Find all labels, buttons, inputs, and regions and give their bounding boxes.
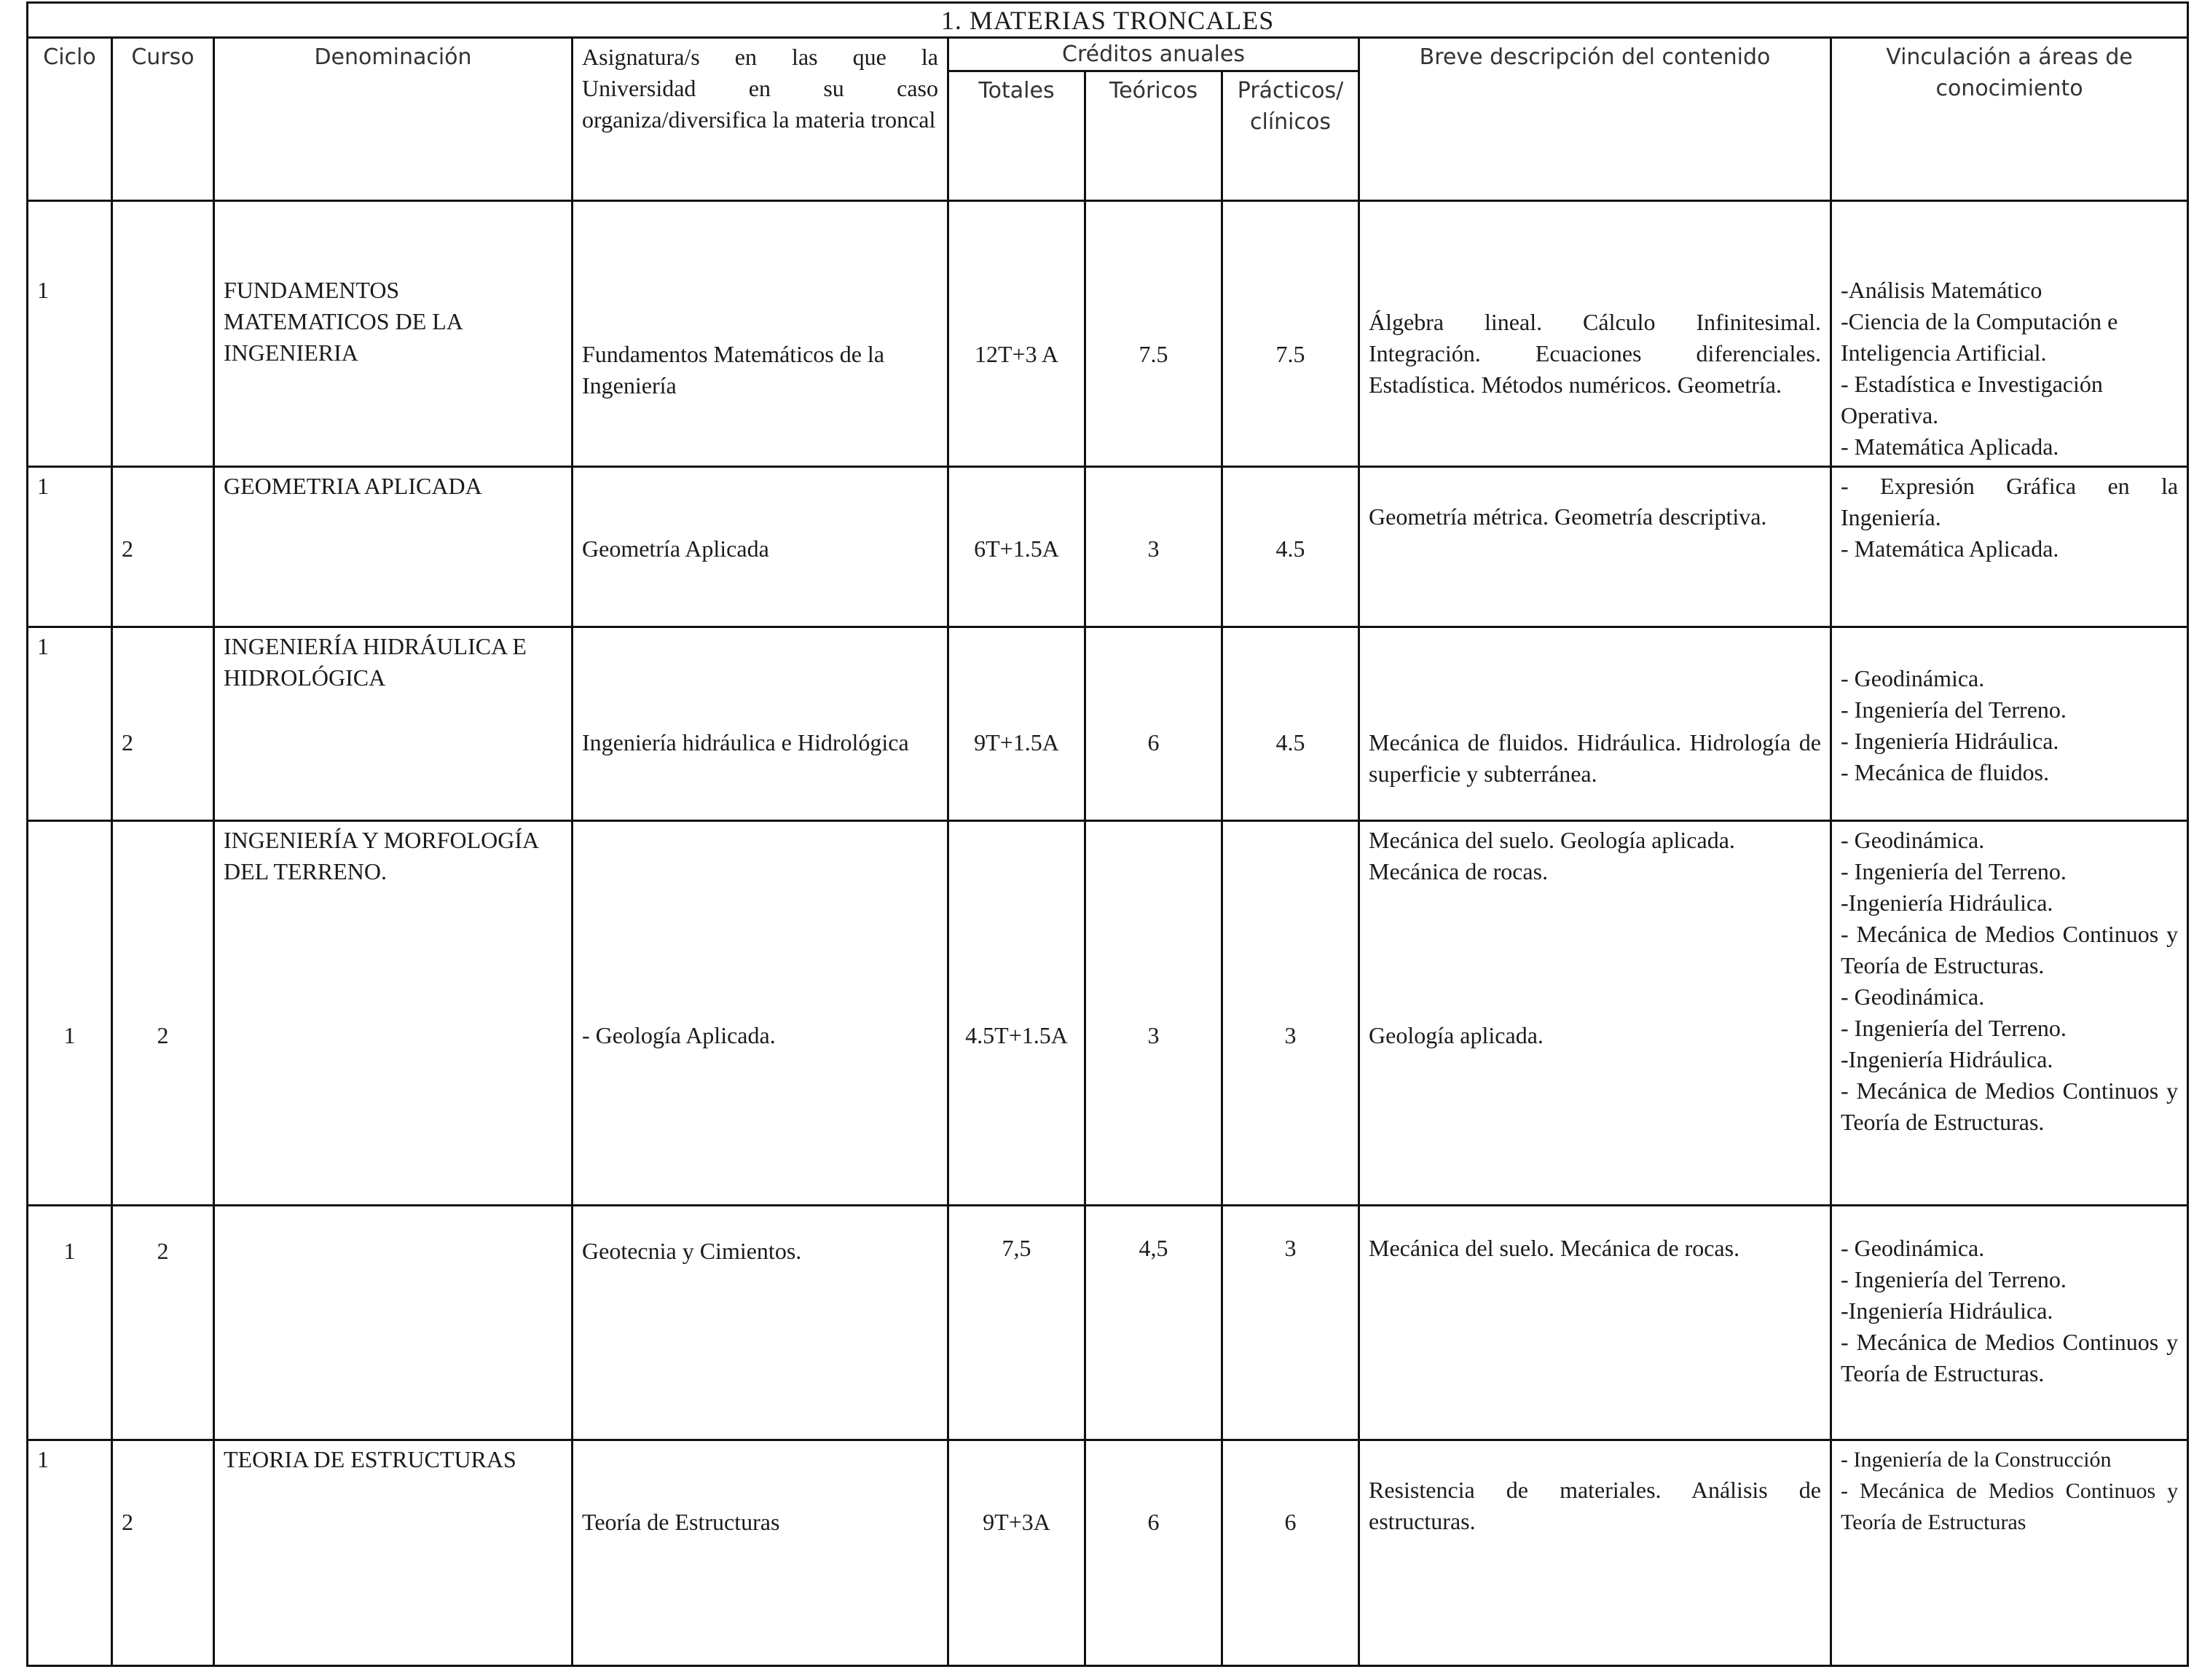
cell-totales: 6T+1.5A [948, 467, 1085, 627]
cell-practicos: 4.5 [1222, 627, 1359, 821]
cell-descripcion: Resistencia de materiales. Análisis de estructuras. [1359, 1440, 1831, 1666]
descripcion-geologia: Geología aplicada. [1369, 1022, 1544, 1048]
cell-denominacion: INGENIERÍA HIDRÁULICA E HIDROLÓGICA [214, 627, 573, 821]
cell-curso: 2 [112, 821, 214, 1206]
table-row [28, 467, 2188, 627]
cell-practicos: 4.5 [1222, 467, 1359, 627]
area-item: - Geodinámica. [1841, 665, 1985, 691]
cell-descripcion: Mecánica del suelo. Mecánica de rocas. [1359, 1206, 1831, 1440]
cell-denominacion: FUNDAMENTOS MATEMATICOS DE LA INGENIERIA [214, 201, 573, 467]
cell-descripcion: Álgebra lineal. Cálculo Infinitesimal. Integración. Ecuaciones diferenciales. Estadística. Métodos numéricos. Geometría. [1359, 201, 1831, 467]
header-ciclo: Ciclo [28, 38, 112, 201]
area-item: - Geodinámica. [1841, 1235, 1985, 1261]
area-item: -Análisis Matemático [1841, 277, 2042, 303]
cell-denominacion [214, 1206, 573, 1440]
table-row [28, 1440, 2188, 1666]
header-teoricos: Teóricos [1085, 71, 1222, 201]
area-item: - Geodinámica. [1841, 827, 1985, 853]
cell-asignatura: Geotecnia y Cimientos. [573, 1206, 948, 1440]
cell-denominacion: INGENIERÍA Y MORFOLOGÍA DEL TERRENO. [214, 821, 573, 1206]
area-item: -Ciencia de la Computación e Inteligencia Artificial. [1841, 308, 2118, 366]
cell-teoricos: 6 [1085, 627, 1222, 821]
cell-areas [1831, 201, 2188, 467]
cell-practicos: 7.5 [1222, 201, 1359, 467]
cell-denominacion: TEORIA DE ESTRUCTURAS [214, 1440, 573, 1666]
header-creditos: Créditos anuales [948, 38, 1359, 71]
area-item: -Ingeniería Hidráulica. [1841, 890, 2053, 916]
cell-curso: 2 [112, 1440, 214, 1666]
table-row [28, 1206, 2188, 1440]
area-item: - Ingeniería de la Construcción [1841, 1448, 2112, 1472]
area-item: - Matemática Aplicada. [1841, 433, 2059, 460]
cell-practicos: 3 [1222, 821, 1359, 1206]
cell-areas [1831, 467, 2188, 627]
cell-asignatura: Fundamentos Matemáticos de la Ingeniería [573, 201, 948, 467]
cell-areas [1831, 627, 2188, 821]
cell-curso: 2 [112, 627, 214, 821]
area-item: - Ingeniería del Terreno. [1841, 1015, 2067, 1041]
cell-areas [1831, 1440, 2188, 1666]
cell-descripcion [1359, 821, 1831, 1206]
cell-descripcion: Mecánica de fluidos. Hidráulica. Hidrología de superficie y subterránea. [1359, 627, 1831, 821]
header-practicos: Prácticos/ clínicos [1222, 71, 1359, 201]
cell-curso: 2 [112, 467, 214, 627]
cell-descripcion: Geometría métrica. Geometría descriptiva. [1359, 467, 1831, 627]
area-item: - Expresión Gráfica en la Ingeniería. [1841, 473, 2179, 530]
table-row [28, 821, 2188, 1206]
area-item: - Mecánica de Medios Continuos y Teoría de Estructuras. [1841, 921, 2179, 978]
area-item: - Mecánica de Medios Continuos y Teoría de Estructuras [1841, 1479, 2179, 1534]
cell-curso [112, 201, 214, 467]
cell-asignatura: - Geología Aplicada. [573, 821, 948, 1206]
cell-teoricos: 6 [1085, 1440, 1222, 1666]
cell-asignatura: Geometría Aplicada [573, 467, 948, 627]
cell-areas [1831, 1206, 2188, 1440]
cell-areas [1831, 821, 2188, 1206]
cell-ciclo: 1 [28, 1206, 112, 1440]
area-item: - Ingeniería del Terreno. [1841, 696, 2067, 723]
cell-teoricos: 3 [1085, 467, 1222, 627]
cell-totales: 9T+1.5A [948, 627, 1085, 821]
cell-practicos: 3 [1222, 1206, 1359, 1440]
area-item: -Ingeniería Hidráulica. [1841, 1298, 2053, 1324]
cell-teoricos: 3 [1085, 821, 1222, 1206]
cell-asignatura: Teoría de Estructuras [573, 1440, 948, 1666]
header-vinculacion: Vinculación a áreas de conocimiento [1831, 38, 2188, 201]
area-item: - Mecánica de fluidos. [1841, 759, 2050, 785]
cell-teoricos: 4,5 [1085, 1206, 1222, 1440]
cell-teoricos: 7.5 [1085, 201, 1222, 467]
header-asignatura: Asignatura/s en las que la Universidad en su caso organiza/diversifica la materia troncal [573, 38, 948, 201]
descripcion-top: Mecánica del suelo. Geología aplicada. Mecánica de rocas. [1369, 827, 1735, 884]
cell-totales: 4.5T+1.5A [948, 821, 1085, 1206]
cell-ciclo: 1 [28, 467, 112, 627]
area-item: - Geodinámica. [1841, 984, 1985, 1010]
area-item: - Mecánica de Medios Continuos y Teoría de Estructuras. [1841, 1078, 2179, 1135]
header-curso: Curso [112, 38, 214, 201]
troncales-table [26, 1, 2189, 1667]
cell-ciclo: 1 [28, 627, 112, 821]
cell-ciclo: 1 [28, 821, 112, 1206]
header-totales: Totales [948, 71, 1085, 201]
area-item: - Mecánica de Medios Continuos y Teoría de Estructuras. [1841, 1329, 2179, 1386]
area-item: - Ingeniería del Terreno. [1841, 1266, 2067, 1292]
cell-asignatura: Ingeniería hidráulica e Hidrológica [573, 627, 948, 821]
cell-totales: 7,5 [948, 1206, 1085, 1440]
cell-ciclo: 1 [28, 201, 112, 467]
cell-denominacion: GEOMETRIA APLICADA [214, 467, 573, 627]
cell-totales: 12T+3 A [948, 201, 1085, 467]
header-descripcion: Breve descripción del contenido [1359, 38, 1831, 201]
cell-totales: 9T+3A [948, 1440, 1085, 1666]
cell-practicos: 6 [1222, 1440, 1359, 1666]
table-row [28, 201, 2188, 467]
table-row [28, 627, 2188, 821]
area-item: - Matemática Aplicada. [1841, 535, 2059, 562]
document-page [26, 1, 2187, 1670]
section-title: 1. MATERIAS TRONCALES [28, 3, 2188, 38]
header-denominacion: Denominación [214, 38, 573, 201]
cell-ciclo: 1 [28, 1440, 112, 1666]
cell-curso: 2 [112, 1206, 214, 1440]
area-item: -Ingeniería Hidráulica. [1841, 1046, 2053, 1072]
area-item: - Estadística e Investigación Operativa. [1841, 371, 2103, 428]
area-item: - Ingeniería del Terreno. [1841, 858, 2067, 884]
area-item: - Ingeniería Hidráulica. [1841, 728, 2059, 754]
